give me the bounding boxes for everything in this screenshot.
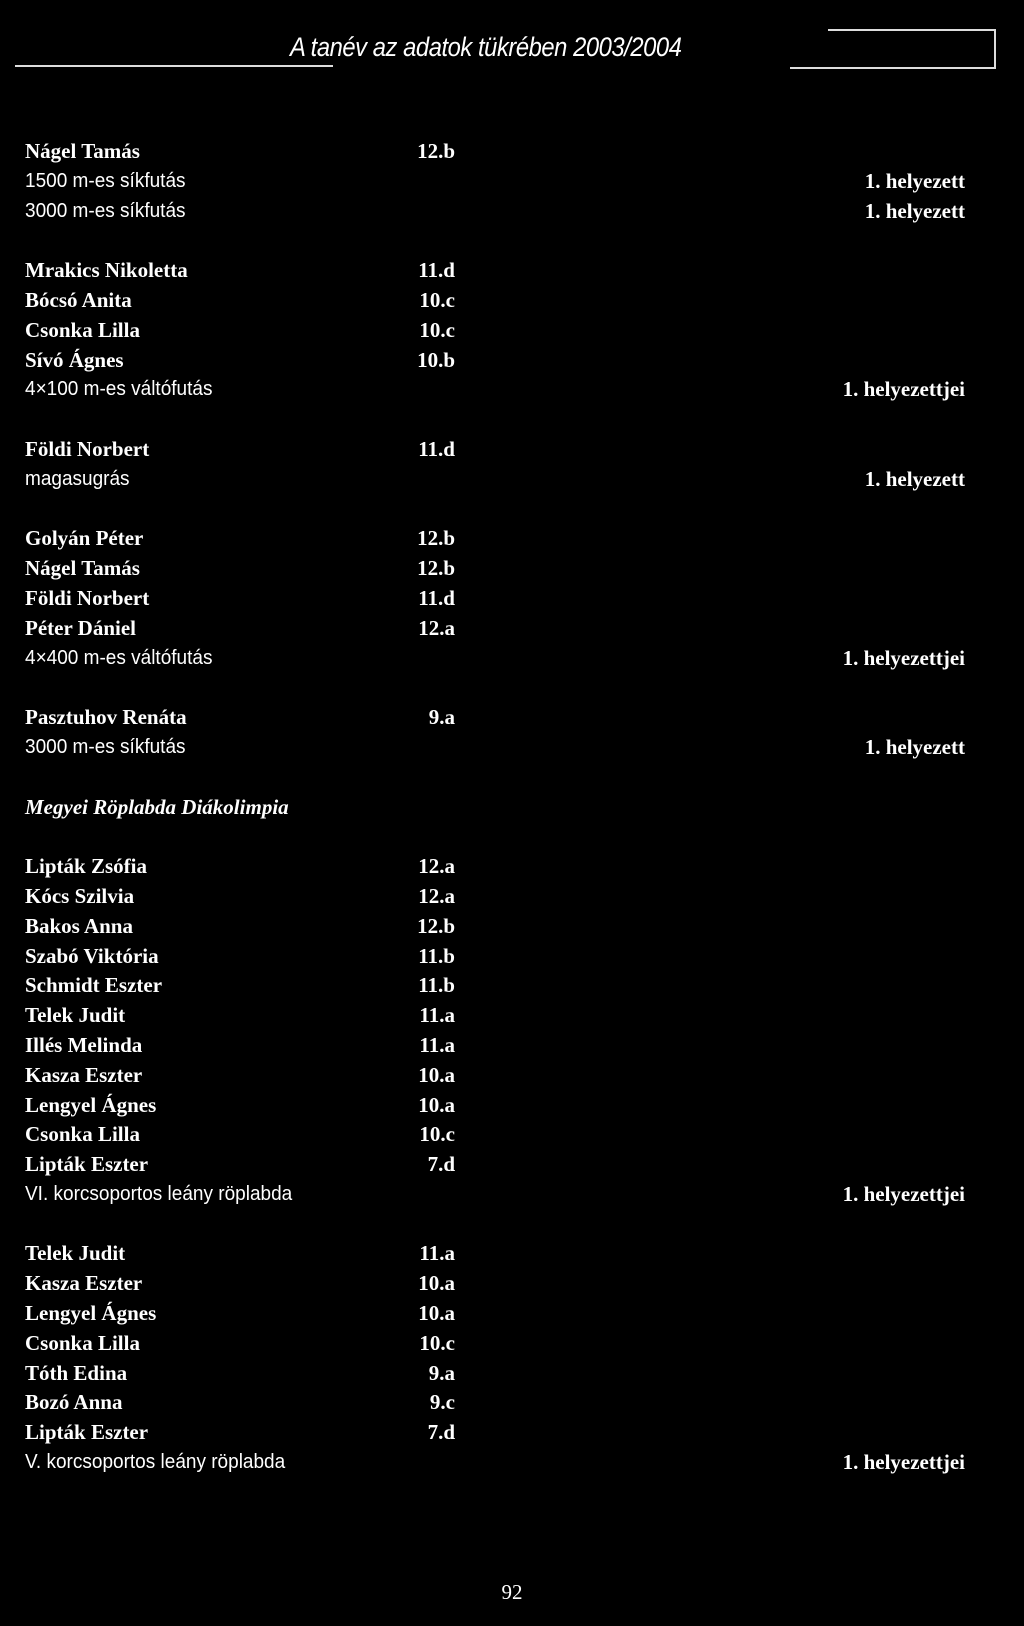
participant-row (25, 971, 965, 1001)
class-label: 7.d (427, 1152, 455, 1177)
participant-name: Tóth Edina (25, 1360, 128, 1385)
spacer (25, 405, 965, 435)
participant-row (25, 852, 965, 882)
placement-result: 1. helyezett (864, 198, 965, 223)
participant-name: Illés Melinda (25, 1032, 143, 1057)
participant-name: Telek Judit (25, 1003, 126, 1028)
participant-row (25, 286, 965, 316)
class-label: 11.a (419, 1032, 455, 1057)
participant-row (25, 1031, 965, 1061)
spacer (25, 495, 965, 525)
spacer (25, 1210, 965, 1240)
class-label: 10.a (418, 1301, 455, 1326)
class-label: 12.a (418, 883, 455, 908)
participant-row (25, 137, 965, 167)
participant-name: Földi Norbert (25, 436, 150, 461)
placement-result: 1. helyezettjei (842, 1181, 965, 1206)
section-title: Megyei Röplabda Diákolimpia (25, 794, 289, 819)
participant-row (25, 256, 965, 286)
spacer (25, 822, 965, 852)
class-label: 10.c (419, 317, 455, 342)
class-label: 12.a (418, 854, 455, 879)
class-label: 10.b (417, 347, 455, 372)
event-name: 4×400 m-es váltófutás (25, 646, 213, 669)
participant-row (25, 584, 965, 614)
class-label: 12.b (417, 526, 455, 551)
participant-name: Bócsó Anita (25, 287, 132, 312)
participant-name: Schmidt Eszter (25, 973, 163, 998)
section-heading (25, 793, 965, 823)
event-result-row (25, 167, 965, 197)
class-label: 12.b (417, 139, 455, 163)
event-name: 3000 m-es síkfutás (25, 199, 186, 222)
event-name: magasugrás (25, 467, 130, 490)
event-name: 4×100 m-es váltófutás (25, 378, 213, 401)
class-label: 9.a (428, 1360, 455, 1385)
event-name: V. korcsoportos leány röplabda (25, 1451, 286, 1474)
participant-row (25, 703, 965, 733)
participant-name: Nágel Tamás (25, 556, 140, 581)
event-name: 3000 m-es síkfutás (25, 735, 186, 758)
page-number: 92 (501, 1580, 523, 1604)
participant-name: Péter Dániel (25, 615, 136, 640)
running-header-title: A tanév az adatok tükrében 2003/2004 (290, 32, 682, 62)
participant-name: Nágel Tamás (25, 139, 140, 163)
event-result-row (25, 375, 965, 405)
event-name: VI. korcsoportos leány röplabda (25, 1182, 293, 1205)
placement-result: 1. helyezettjei (842, 645, 965, 670)
participant-row (25, 1150, 965, 1180)
participant-row (25, 1418, 965, 1448)
participant-row (25, 1299, 965, 1329)
placement-result: 1. helyezett (864, 466, 965, 491)
header-rule-right (790, 67, 996, 69)
class-label: 12.a (418, 615, 455, 640)
participant-name: Csonka Lilla (25, 317, 140, 342)
participant-row (25, 554, 965, 584)
class-label: 10.c (419, 1122, 455, 1147)
participant-name: Bozó Anna (25, 1390, 123, 1415)
class-label: 12.b (417, 913, 455, 938)
participant-row (25, 1061, 965, 1091)
placement-result: 1. helyezettjei (842, 377, 965, 402)
participant-name: Lipták Eszter (25, 1152, 149, 1177)
event-result-row (25, 465, 965, 495)
placement-result: 1. helyezettjei (842, 1450, 965, 1475)
participant-name: Telek Judit (25, 1241, 126, 1266)
class-label: 11.a (419, 1241, 455, 1266)
participant-row (25, 346, 965, 376)
participant-row (25, 524, 965, 554)
participant-row (25, 912, 965, 942)
class-label: 10.c (419, 1330, 455, 1355)
event-result-row (25, 1180, 965, 1210)
participant-name: Földi Norbert (25, 585, 150, 610)
participant-name: Csonka Lilla (25, 1330, 140, 1355)
participant-name: Pasztuhov Renáta (25, 705, 187, 730)
class-label: 10.a (418, 1092, 455, 1117)
event-result-row (25, 197, 965, 227)
results-list (25, 137, 965, 1478)
participant-row (25, 1091, 965, 1121)
participant-name: Mrakics Nikoletta (25, 258, 188, 283)
participant-row (25, 882, 965, 912)
spacer (25, 226, 965, 256)
participant-name: Lengyel Ágnes (25, 1092, 157, 1117)
class-label: 11.b (418, 943, 455, 968)
participant-name: Golyán Péter (25, 526, 144, 551)
participant-row (25, 1120, 965, 1150)
spacer (25, 673, 965, 703)
participant-name: Szabó Viktória (25, 943, 159, 968)
class-label: 12.b (417, 556, 455, 581)
participant-row (25, 1269, 965, 1299)
class-label: 10.a (418, 1271, 455, 1296)
class-label: 11.a (419, 1003, 455, 1028)
class-label: 11.d (418, 436, 455, 461)
event-result-row (25, 733, 965, 763)
participant-name: Sívó Ágnes (25, 347, 124, 372)
class-label: 10.c (419, 287, 455, 312)
placement-result: 1. helyezett (864, 168, 965, 193)
participant-row (25, 316, 965, 346)
participant-name: Lengyel Ágnes (25, 1301, 157, 1326)
participant-row (25, 942, 965, 972)
participant-row (25, 1239, 965, 1269)
participant-name: Kasza Eszter (25, 1271, 143, 1296)
class-label: 11.d (418, 258, 455, 283)
participant-name: Kasza Eszter (25, 1062, 143, 1087)
placement-result: 1. helyezett (864, 734, 965, 759)
spacer (25, 763, 965, 793)
header-box-decoration (828, 29, 996, 69)
class-label: 10.a (418, 1062, 455, 1087)
event-result-row (25, 644, 965, 674)
class-label: 7.d (427, 1420, 455, 1445)
class-label: 9.c (429, 1390, 455, 1415)
participant-row (25, 435, 965, 465)
header-rule-left (15, 65, 333, 67)
class-label: 9.a (428, 705, 455, 730)
participant-row (25, 1388, 965, 1418)
participant-name: Kócs Szilvia (25, 883, 135, 908)
participant-name: Csonka Lilla (25, 1122, 140, 1147)
participant-name: Lipták Eszter (25, 1420, 149, 1445)
participant-name: Lipták Zsófia (25, 854, 147, 879)
class-label: 11.b (418, 973, 455, 998)
participant-row (25, 1001, 965, 1031)
participant-row (25, 1329, 965, 1359)
participant-row (25, 1359, 965, 1389)
participant-name: Bakos Anna (25, 913, 133, 938)
event-result-row (25, 1448, 965, 1478)
event-name: 1500 m-es síkfutás (25, 169, 186, 192)
participant-row (25, 614, 965, 644)
class-label: 11.d (418, 585, 455, 610)
